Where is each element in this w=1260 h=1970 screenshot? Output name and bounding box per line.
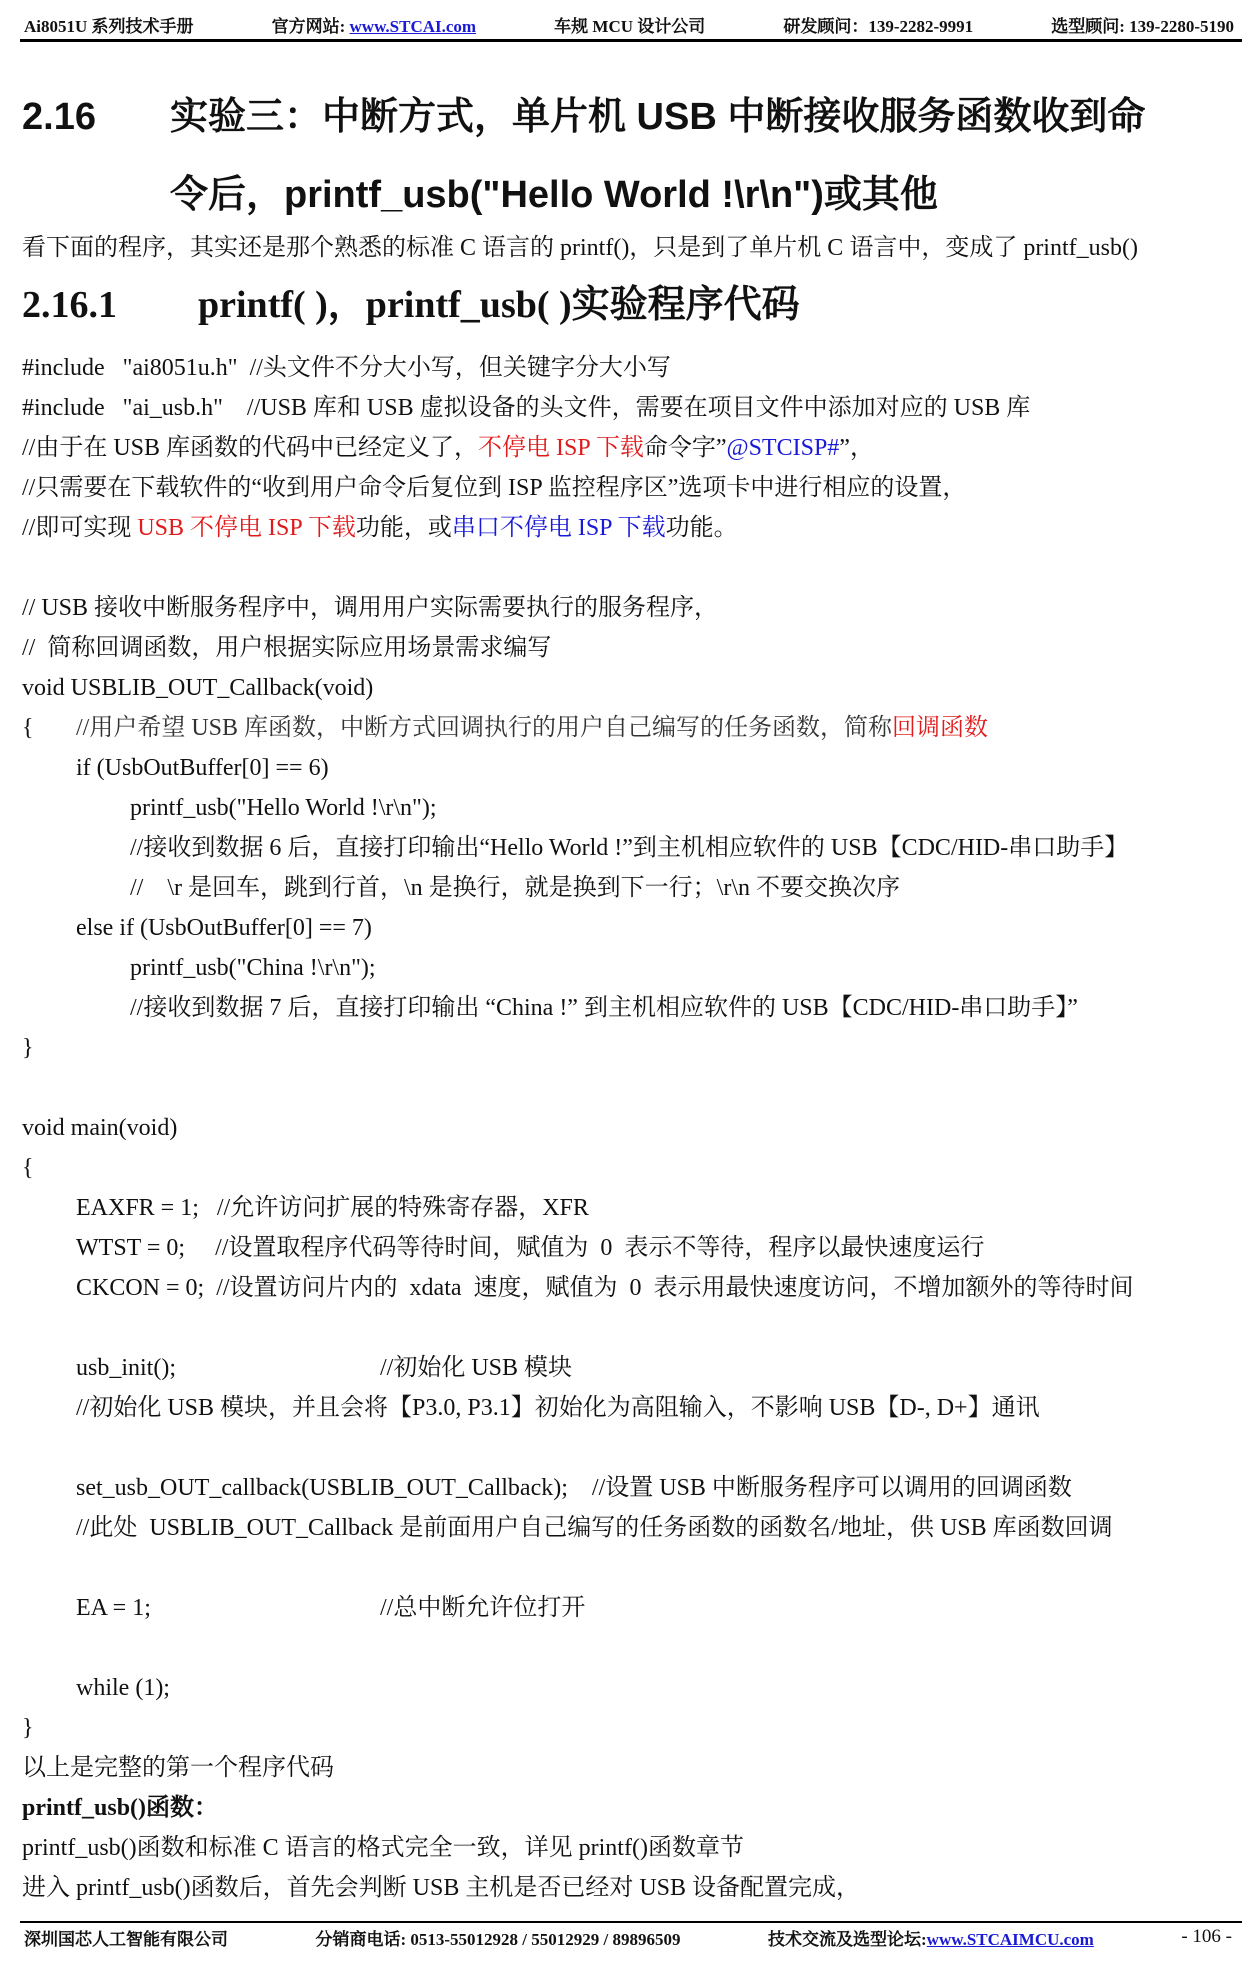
page-header bbox=[20, 12, 1242, 42]
section-number: 2.16 bbox=[22, 96, 96, 138]
code-line: { bbox=[22, 1155, 34, 1181]
forum-label: 技术交流及选型论坛: bbox=[768, 1929, 927, 1949]
page-number: - 106 - bbox=[1181, 1926, 1232, 1947]
code-line: // USB 接收中断服务程序中，调用用户实际需要执行的服务程序， bbox=[22, 595, 719, 621]
code-line: else if (UsbOutBuffer[0] == 7) bbox=[76, 915, 372, 941]
code-line: if (UsbOutBuffer[0] == 6) bbox=[76, 755, 329, 781]
code-line: set_usb_OUT_callback(USBLIB_OUT_Callback); //设置 USB 中断服务程序可以调用的回调函数 bbox=[76, 1475, 1072, 1501]
paragraph: printf_usb()函数和标准 C 语言的格式完全一致，详见 printf()函数章节 bbox=[22, 1835, 744, 1861]
subsection-number: 2.16.1 bbox=[22, 284, 117, 326]
code-comment: //即可实现 bbox=[22, 515, 138, 541]
subsection-heading bbox=[22, 280, 800, 330]
code-line: // \r 是回车，跳到行首，\n 是换行，就是换到下一行；\r\n 不要交换次序 bbox=[130, 875, 900, 901]
brace: { bbox=[22, 715, 34, 741]
blank-line bbox=[22, 1068, 1252, 1108]
highlight-blue: @STCISP# bbox=[726, 435, 840, 461]
code-line bbox=[22, 1588, 1252, 1628]
blank-line bbox=[22, 548, 1252, 588]
code-line bbox=[22, 348, 1252, 388]
blank-line bbox=[22, 1428, 1252, 1468]
code-line: while (1); bbox=[76, 1675, 170, 1701]
code-line bbox=[22, 1348, 1252, 1388]
code-comment: 功能。 bbox=[665, 515, 738, 541]
rd-consultant: 研发顾问：139-2282-9991 bbox=[783, 17, 974, 36]
blank-line bbox=[22, 1308, 1252, 1348]
manual-title: Ai8051U 系列技术手册 bbox=[24, 17, 194, 36]
code-line: printf_usb("Hello World !\r\n"); bbox=[130, 795, 437, 821]
paragraph: 以上是完整的第一个程序代码 bbox=[22, 1755, 334, 1781]
intro-paragraph: 看下面的程序，其实还是那个熟悉的标准 C 语言的 printf()，只是到了单片机 C 语言中，变成了 printf_usb() bbox=[22, 235, 1138, 261]
code-line: WTST = 0; //设置取程序代码等待时间，赋值为 0 表示不等待，程序以最快速度运行 bbox=[76, 1235, 985, 1261]
selection-consultant: 选型顾问: 139-2280-5190 bbox=[1051, 17, 1234, 36]
code-comment: //USB 库和 USB 虚拟设备的头文件，需要在项目文件中添加对应的 USB 库 bbox=[246, 395, 1031, 421]
code-line: // 简称回调函数，用户根据实际应用场景需求编写 bbox=[22, 635, 552, 661]
code-line bbox=[22, 708, 1252, 748]
section-heading bbox=[22, 78, 1145, 234]
code-comment: ”， bbox=[839, 435, 874, 461]
blank-line bbox=[22, 1548, 1252, 1588]
highlight-red: USB 不停电 ISP 下载 bbox=[137, 515, 356, 541]
forum-link[interactable]: www.STCAIMCU.com bbox=[926, 1929, 1094, 1949]
code-line: CKCON = 0; //设置访问片内的 xdata 速度，赋值为 0 表示用最快速度访问，不增加额外的等待时间 bbox=[76, 1275, 1134, 1301]
distributor-phone: 分销商电话: 0513-55012928 / 55012929 / 89896509 bbox=[315, 1929, 681, 1949]
code-comment: //由于在 USB 库函数的代码中已经定义了， bbox=[22, 435, 479, 461]
code-comment: 功能，或 bbox=[355, 515, 452, 541]
official-site bbox=[272, 12, 476, 37]
paragraph: 进入 printf_usb()函数后，首先会判断 USB 主机是否已经对 USB 设备配置完成， bbox=[22, 1875, 861, 1901]
page-footer bbox=[20, 1921, 1242, 1951]
highlight-red: 不停电 ISP 下载 bbox=[478, 435, 644, 461]
forum bbox=[768, 1925, 1094, 1950]
section-title-line1: 实验三：中断方式，单片机 USB 中断接收服务函数收到命 bbox=[170, 96, 1146, 138]
code-line: } bbox=[22, 1715, 34, 1741]
code-comment: 命令字” bbox=[643, 435, 727, 461]
code-comment: //总中断允许位打开 bbox=[380, 1595, 586, 1621]
function-heading: printf_usb()函数： bbox=[22, 1795, 219, 1821]
code-text: #include "ai8051u.h" bbox=[22, 355, 250, 381]
code-text: #include "ai_usb.h" bbox=[22, 395, 247, 421]
code-line: void main(void) bbox=[22, 1115, 178, 1141]
code-line: //接收到数据 6 后，直接打印输出“Hello World !”到主机相应软件的 USB【CDC/HID-串口助手】 bbox=[130, 835, 1129, 861]
highlight-blue: 串口不停电 ISP 下载 bbox=[451, 515, 666, 541]
site-link[interactable]: www.STCAI.com bbox=[349, 17, 477, 36]
section-title-line2: 令后，printf_usb("Hello World !\r\n")或其他 bbox=[170, 174, 938, 216]
code-line: } bbox=[22, 1035, 34, 1061]
code-text: usb_init(); bbox=[76, 1355, 176, 1381]
footer-company: 深圳国芯人工智能有限公司 bbox=[24, 1929, 228, 1949]
company-tagline: 车规 MCU 设计公司 bbox=[554, 17, 706, 36]
code-line bbox=[22, 428, 1252, 468]
subsection-title: printf( )，printf_usb( )实验程序代码 bbox=[198, 284, 800, 326]
code-line bbox=[22, 508, 1252, 548]
code-line: //接收到数据 7 后，直接打印输出 “China !” 到主机相应软件的 USB【CDC/HID-串口助手】” bbox=[130, 995, 1078, 1021]
code-line: EAXFR = 1; //允许访问扩展的特殊寄存器，XFR bbox=[76, 1195, 589, 1221]
blank-line bbox=[22, 1628, 1252, 1668]
highlight-red: 回调函数 bbox=[892, 715, 989, 741]
code-line: void USBLIB_OUT_Callback(void) bbox=[22, 675, 374, 701]
site-label: 官方网站: bbox=[271, 17, 350, 36]
code-line bbox=[22, 388, 1252, 428]
code-line: printf_usb("China !\r\n"); bbox=[130, 955, 376, 981]
code-listing bbox=[22, 348, 1252, 1908]
code-comment: //头文件不分大小写，但关键字分大小写 bbox=[249, 355, 671, 381]
code-text: EA = 1; bbox=[76, 1595, 151, 1621]
code-line: //此处 USBLIB_OUT_Callback 是前面用户自己编写的任务函数的函数名/地址，供 USB 库函数回调 bbox=[76, 1515, 1113, 1541]
code-comment: //用户希望 USB 库函数，中断方式回调执行的用户自己编写的任务函数，简称 bbox=[76, 715, 893, 741]
code-line: //初始化 USB 模块，并且会将【P3.0, P3.1】初始化为高阻输入，不影响 USB【D-, D+】通讯 bbox=[76, 1395, 1040, 1421]
code-comment: //初始化 USB 模块 bbox=[380, 1355, 573, 1381]
code-line: //只需要在下载软件的“收到用户命令后复位到 ISP 监控程序区”选项卡中进行相应的设置， bbox=[22, 475, 967, 501]
